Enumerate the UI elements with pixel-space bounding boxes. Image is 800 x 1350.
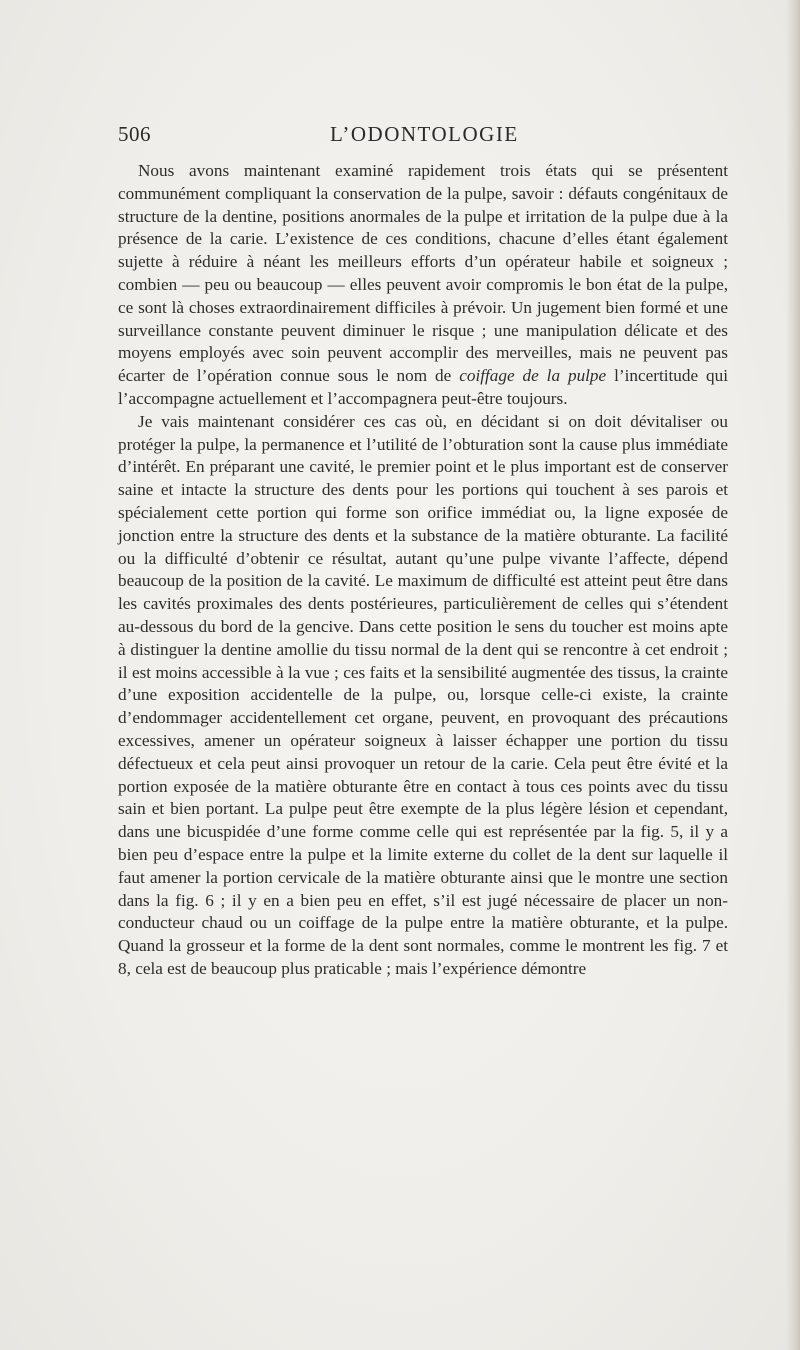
paragraph-1-text-start: Nous avons maintenant examiné rapidement trois états qui se présentent communément compliquant la conservation de la pulpe, savoir : défauts congénitaux de structure de la dentine, positions anormales de la pulpe et irritation de la pulpe due à la présence de la carie. L’existence de ces conditions, chacune d’elles étant également sujette à réduire à néant les meilleurs efforts d’un opérateur habile et soigneux ; combien — peu ou beaucoup — elles peuvent avoir compromis le bon état de la pulpe, ce sont là choses extraordinairement difficiles à prévoir. Un jugement bien formé et une surveillance constante peuvent diminuer le risque ; une manipulation délicate et des moyens employés avec soin peuvent accomplir des merveilles, mais ne peuvent pas écarter de l’opération connue sous le nom de <box>118 161 728 386</box>
page-header <box>118 118 728 154</box>
paragraph-1-italic-term: coiffage de la pulpe <box>459 366 607 386</box>
paragraph-2: Je vais maintenant considérer ces cas où, en décidant si on doit dévitaliser ou protéger la pulpe, la permanence et l’utilité de l’obturation sont la cause plus immédiate d’intérêt. En préparant une cavité, le premier point et le plus important est de conserver saine et intacte la structure des dents pour les portions qui touchent à ses parois et spécialement cette portion qui forme son orifice immédiat ou, la ligne exposée de jonction entre la structure des dents et la substance de la matière obturante. La facilité ou la difficulté d’obtenir ce résultat, autant qu’une pulpe vivante l’affecte, dépend beaucoup de la position de la cavité. Le maximum de difficulté est atteint peut être dans les cavités proximales des dents postérieures, particulièrement de celles qui s’étendent au-dessous du bord de la gencive. Dans cette position le sens du toucher est moins apte à distinguer la dentine amollie du tissu normal de la dent qui se rencontre à cet endroit ; il est moins accessible à la vue ; ces faits et la sensibilité augmentée des tissus, la crainte d’une exposition accidentelle de la pulpe, ou, lorsque celle-ci existe, la crainte d’endommager accidentellement cet organe, peuvent, en provoquant des précautions excessives, amener un opérateur soigneux à laisser échapper une portion du tissu défectueux et cela peut ainsi provoquer un retour de la carie. Cela peut être évité et la portion exposée de la matière obturante être en contact à tous ces points avec du tissu sain et bien portant. La pulpe peut être exempte de la plus légère lésion et cependant, dans une bicuspidée d’une forme comme celle qui est représentée par la fig. 5, il y a bien peu d’espace entre la pulpe et la limite externe du collet de la dent sur laquelle il faut amener la portion cervicale de la matière obturante ainsi que le montre une section dans la fig. 6 ; il y en a bien peu en effet, s’il est jugé nécessaire de placer un non-conducteur chaud ou un coiffage de la pulpe entre la matière obturante, et la pulpe. Quand la grosseur et la forme de la dent sont normales, comme le montrent les fig. 7 et 8, cela est de beaucoup plus praticable ; mais l’expérience démontre <box>118 411 728 978</box>
paragraph-1-text-end: l’incertitude qui l’accompagne actuellement et l’accompagnera peut-être toujours. <box>118 366 728 408</box>
body-text <box>118 160 728 981</box>
page-edge-shadow <box>786 0 800 1350</box>
running-title: L’ODONTOLOGIE <box>330 122 519 146</box>
paragraph-1 <box>118 160 728 411</box>
page-number: 506 <box>118 122 151 146</box>
